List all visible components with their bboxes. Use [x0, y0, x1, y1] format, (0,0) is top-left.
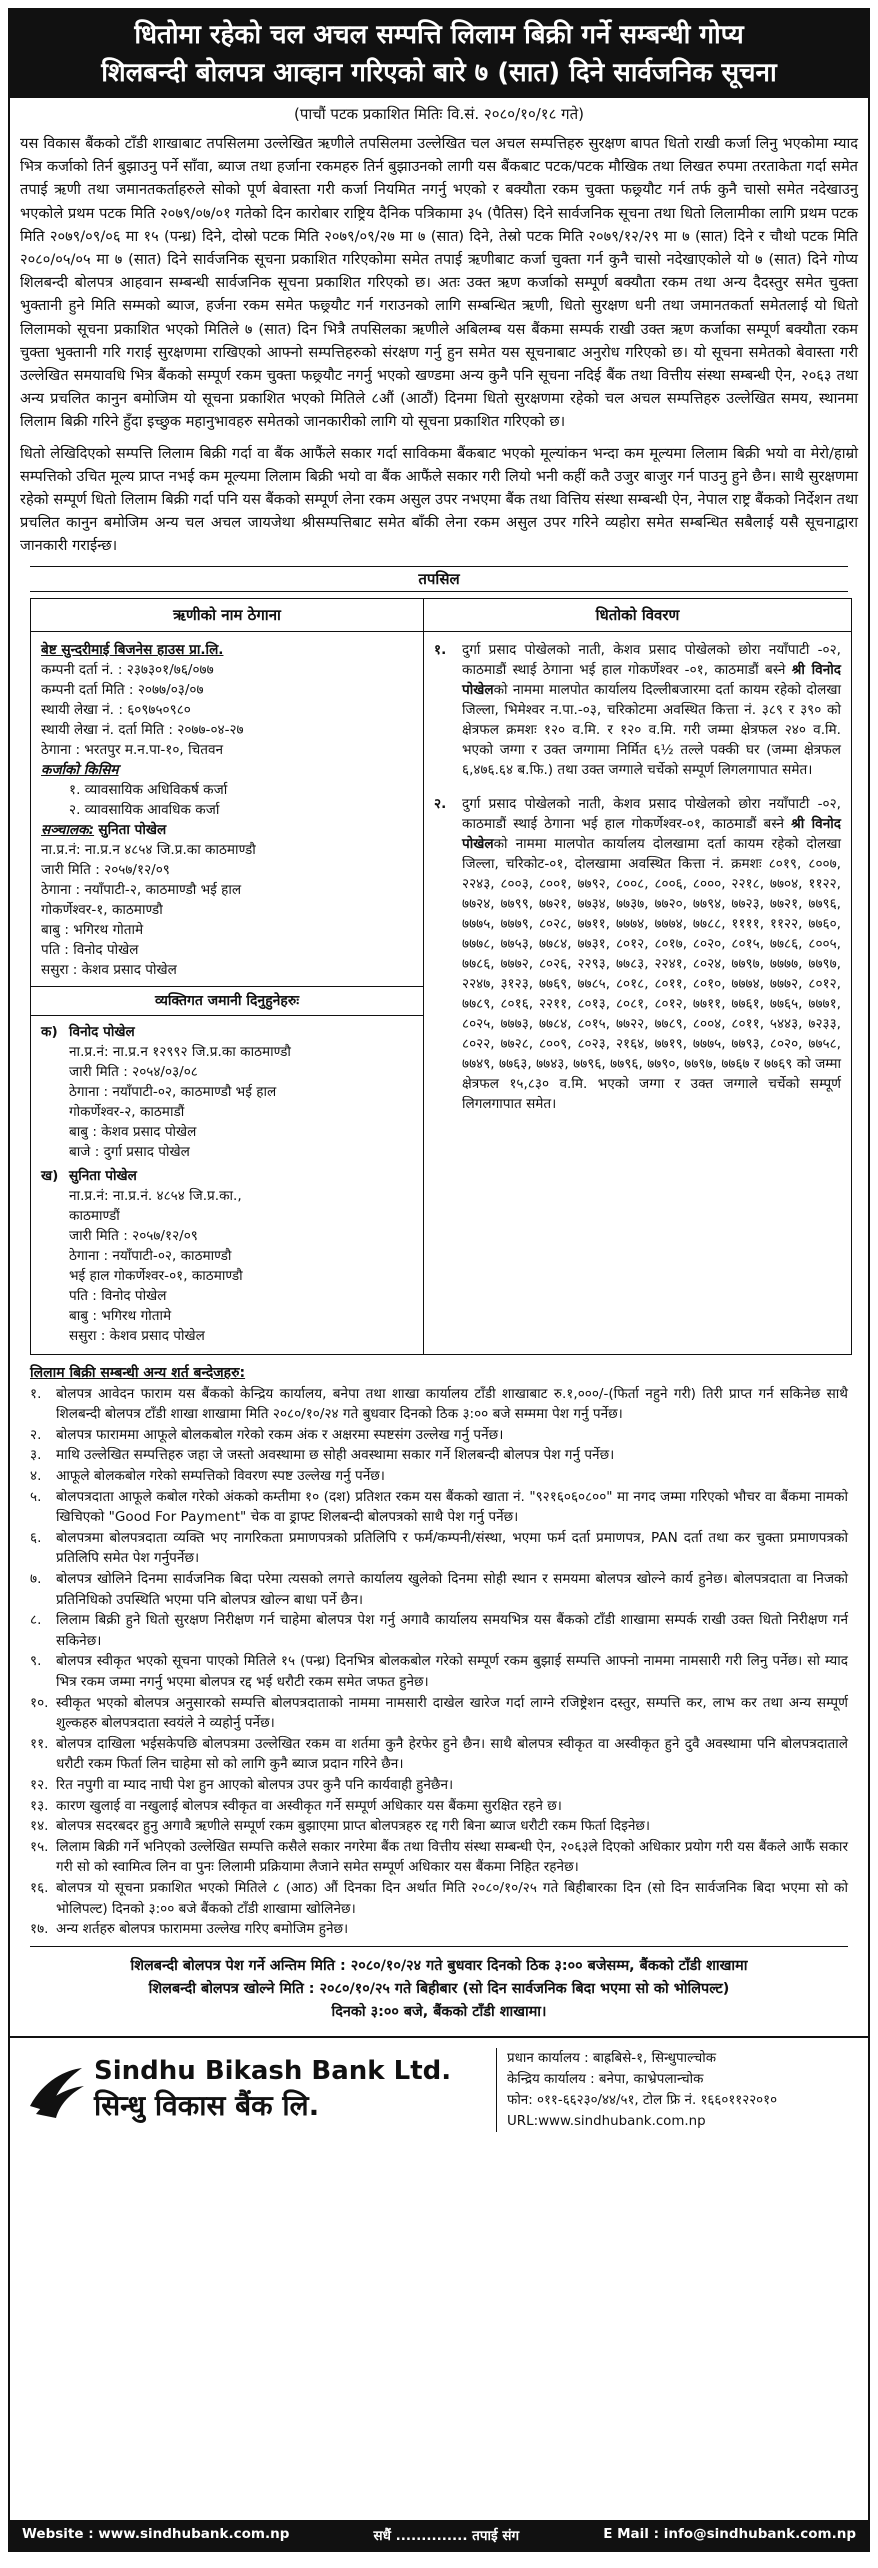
bottom-bar	[10, 2520, 868, 2550]
condition-item	[30, 1466, 848, 1487]
opening-time: दिनको ३:०० बजे, बैंकको टाँडी शाखामा।	[331, 2003, 547, 2020]
borrower-line: कम्पनी दर्ता मिति : २०७७/०३/०७	[41, 681, 204, 698]
guarantor-line: पति : विनोद पोखेल	[69, 1287, 167, 1304]
collateral-text: दुर्गा प्रसाद पोखेलको नाती, केशव प्रसाद पोखेलको छोरा नयाँपाटी -०२, काठमाडौं स्थाई ठेगाना भई हाल गोकर्णेश्वर -०१, काठमाडौं बस्ने	[462, 641, 841, 678]
guarantor-line: ससुरा : केशव प्रसाद पोखेल	[69, 1327, 205, 1344]
condition-number: ६.	[30, 1529, 42, 1546]
condition-number: १२.	[30, 1776, 49, 1793]
condition-item	[30, 1796, 848, 1817]
borrower-name: बेष्ट सुन्दरीमाई बिजनेस हाउस प्रा.लि.	[41, 641, 224, 658]
condition-item	[30, 1919, 848, 1940]
condition-number: ३.	[30, 1447, 42, 1464]
submission-deadline: शिलबन्दी बोलपत्र पेश गर्ने अन्तिम मिति : २०८०/१०/२४ गते बुधवार दिनको ठिक ३:०० बजेसम्म, बैंकको टाँडी शाखामा	[130, 1957, 748, 1974]
guarantor-name: सुनिता पोखेल	[69, 1167, 137, 1184]
website-link[interactable]: Website : www.sindhubank.com.np	[22, 2526, 290, 2542]
owner-name: श्री विनोद पोखेल	[462, 815, 842, 852]
guarantor-name: विनोद पोखेल	[69, 1023, 135, 1040]
condition-item	[30, 1734, 848, 1775]
collateral-item	[434, 640, 841, 780]
borrower-line: कम्पनी दर्ता नं. : २३७३०१/७६/०७७	[41, 661, 214, 678]
guarantor-line: ठेगाना : नयाँपाटी-०२, काठमाण्डौ भई हाल	[69, 1083, 277, 1100]
collateral-number: १.	[434, 641, 447, 658]
title-line-1: धितोमा रहेको चल अचल सम्पत्ति लिलाम बिक्री गर्ने सम्बन्धी गोप्य	[134, 20, 744, 50]
condition-text: बोलपत्रदाता आफूले कबोल गरेको अंकको कम्तीमा १० (दश) प्रतिशत रकम यस बैंकको खाता नं. "९२१६०६०८००" मा नगद जम्मा गरिएको भौचर वा बैंकमा नामको खिचिएको "Good For Payment" चेक वा ड्राफ्ट शिलबन्दी बोलपत्रको साथै पेश गर्नु पर्नेछ।	[56, 1488, 848, 1526]
director-heading	[41, 820, 413, 840]
condition-text: बोलपत्र दाखिला भईसकेपछि बोलपत्रमा उल्लेखित रकम वा शर्तमा कुनै हेरफेर हुने छैन। साथै बोलपत्र स्वीकृत वा अस्वीकृत हुने दुवै अवस्थामा पनि बोलपत्रदाताले धरौटी रकम फिर्ता लिन चाहेमा सो को लागि कुनै ब्याज प्रदान गरिने छैन।	[56, 1735, 848, 1773]
guarantor-line: ना.प्र.नं: ना.प्र.न १२९९२ जि.प्र.का काठमाण्डौ	[69, 1043, 291, 1060]
guarantor-key: ख)	[41, 1167, 59, 1184]
address-line: प्रधान कार्यालय : बाह्रबिसे-१, सिन्धुपाल्चोक	[507, 2050, 717, 2066]
collateral-text: दुर्गा प्रसाद पोखेलको नाती, केशव प्रसाद पोखेलको छोरा नयाँपाटी -०२, काठमाडौं स्थाई ठेगाना भई हाल गोकर्णेश्वर-०१, काठमाडौं बस्ने	[462, 795, 841, 832]
collateral-cell	[424, 631, 852, 1354]
condition-item	[30, 1775, 848, 1796]
guarantor-entry	[41, 1022, 413, 1162]
guarantor-line: बाबु : भगिरथ गोतामे	[69, 1307, 172, 1324]
director-line: जारी मिति : २०५७/१२/०९	[41, 861, 170, 878]
condition-item	[30, 1837, 848, 1878]
conditions-title: लिलाम बिक्री सम्बन्धी अन्य शर्त बन्देजहरु:	[30, 1364, 246, 1381]
director-name: सुनिता पोखेल	[98, 821, 167, 838]
condition-text: बोलपत्र खोलिने दिनमा सार्वजनिक बिदा परेमा त्यसको लगत्ते कार्यालय खुलेको दिनमा सोही स्थान र समयमा बोलपत्र खोल्ने कार्य हुनेछ। बोलपत्रदाता वा निजको प्रतिनिधिको उपस्थिति भएमा पनि बोलपत्र खोल्न बाधा पर्ने छैन।	[56, 1571, 848, 1608]
director-label: सञ्चालक:	[41, 821, 95, 838]
condition-text: अन्य शर्तहरु बोलपत्र फाराममा उल्लेख गरिए बमोजिम हुनेछ।	[56, 1921, 349, 1938]
bank-logo-icon	[26, 2060, 86, 2120]
loan-type: १. व्यावसायिक अधिविकर्ष कर्जा	[69, 781, 228, 798]
borrower-line: ठेगाना : भरतपुर म.न.पा-१०, चितवन	[41, 741, 224, 758]
condition-item	[30, 1610, 848, 1651]
conditions-list	[10, 1384, 868, 1940]
condition-number: १३.	[30, 1797, 49, 1814]
condition-text: स्वीकृत भएको बोलपत्र अनुसारको सम्पत्ति बोलपत्रदाताको नाममा नामसारी दाखेल खारेज गर्दा लाग्ने रजिष्ट्रेशन दस्तुर, सम्पत्ति कर, लाभ कर तथा अन्य सम्पूर्ण शुल्कहरु बोलपत्रदाता स्वयंले ने व्यहोर्नु पर्नेछ।	[56, 1694, 848, 1732]
collateral-number: २.	[434, 795, 447, 812]
borrower-line: स्थायी लेखा नं. दर्ता मिति : २०७७-०४-२७	[41, 721, 244, 738]
bank-name-nepali: सिन्धु विकास बैंक लि.	[94, 2088, 320, 2122]
notice-page	[8, 8, 870, 2552]
loan-type: २. व्यावसायिक आवधिक कर्जा	[69, 801, 220, 818]
condition-text: लिलाम बिक्री गर्ने भनिएको उल्लेखित सम्पत्ति कसैले सकार नगरेमा बैंक तथा वित्तीय संस्था सम्बन्धी ऐन, २०६३ले दिएको अधिकार प्रयोग गरी यस बैंकले आफैं सकार गरी सो को स्वामित्व लिन वा पुनः लिलामी प्रक्रियामा लैजाने समेत सम्पूर्ण अधिकार यस बैंकमा निहित रहनेछ।	[56, 1838, 848, 1876]
guarantor-line: बाबु : केशव प्रसाद पोखेल	[69, 1123, 197, 1140]
condition-text: बोलपत्र फाराममा आफूले बोलकबोल गरेको रकम अंक र अक्षरमा स्पष्टसंग उल्लेख गर्नु पर्नेछ।	[56, 1426, 504, 1443]
condition-number: ९.	[30, 1653, 42, 1670]
condition-item	[30, 1384, 848, 1425]
condition-text: बोलपत्र आवेदन फाराम यस बैंकको केन्द्रिय कार्यालय, बनेपा तथा शाखा कार्यालय टाँडी शाखाबाट रु.१,०००/-(फिर्ता नहुने गरी) तिरी प्राप्त गर्न सकिनेछ साथै शिलबन्दी बोलपत्र टाँडी शाखा शाखामा मिति २०८०/१०/२४ गते बुधवार दिनको ठिक ३:०० बजे सम्ममा पेश गर्नु पर्नेछ।	[56, 1385, 848, 1423]
director-line: ससुरा : केशव प्रसाद पोखेल	[41, 961, 177, 978]
condition-text: कारण खुलाई वा नखुलाई बोलपत्र स्वीकृत वा अस्वीकृत गर्ने सम्पूर्ण अधिकार यस बैंकमा सुरक्षित रहने छ।	[56, 1797, 562, 1814]
condition-item	[30, 1651, 848, 1692]
condition-text: रित नपुगी वा म्याद नाघी पेश हुन आएको बोलपत्र उपर कुनै पनि कार्यवाही हुनेछैन।	[56, 1776, 454, 1793]
guarantor-line: बाजे : दुर्गा प्रसाद पोखेल	[69, 1143, 190, 1160]
guarantor-line: ठेगाना : नयाँपाटी-०२, काठमाण्डौ	[69, 1247, 232, 1264]
condition-number: ५.	[30, 1488, 42, 1505]
condition-text: आफूले बोलकबोल गरेको सम्पत्तिको विवरण स्पष्ट उल्लेख गर्नु पर्नेछ।	[56, 1468, 385, 1485]
condition-item	[30, 1569, 848, 1610]
guarantors-header: व्यक्तिगत जमानी दिनुहुनेहरुः	[31, 986, 423, 1016]
publication-date: (पाचौं पटक प्रकाशित मितिः वि.सं. २०८०/१०/१८ गते)	[293, 105, 585, 123]
collateral-text: को नाममा मालपोत कार्यालय दिल्लीबजारमा दर्ता कायम रहेको दोलखा जिल्ला, भिमेश्वर न.पा.-०३, चरिकोटमा अवस्थित कित्ता नं. ३८९ र ३९० को क्षेत्रफल क्रमशः १२० व.मि. र १२० व.मि. गरी जम्मा क्षेत्रफल २४० व.मि. भएको जग्गा र उक्त जग्गामा निर्मित ६½ तल्ले पक्की घर (जम्मा क्षेत्रफल ६,४७६.६४ ब.फि.) तथा उक्त जग्गाले चर्चेको सम्पूर्ण लिगलगापात समेत।	[462, 681, 841, 778]
condition-number: १०.	[30, 1694, 49, 1711]
guarantor-line: भई हाल गोकर्णेश्वर-०१, काठमाण्डौ	[69, 1267, 243, 1284]
notice-paragraph-2: धितो लेखिदिएको सम्पत्ति लिलाम बिक्री गर्दा वा बैंक आफैंले सकार गर्दा साविकमा बैंकबाट भएको मूल्यांकन भन्दा कम मूल्यमा लिलाम बिक्री भयो वा मेरो/हाम्रो सम्पत्तिको उचित मूल्य प्राप्त नभई कम मूल्यमा लिलाम बिक्री भयो वा बैंक आफैंले सकार गरी लियो भनी कहीं कतै उजुर बाजुर गर्न पाउनु हुने छैन। साथै सुरक्षणमा रहेको सम्पूर्ण धितो लिलाम बिक्री गर्दा पनि यस बैंकको सम्पूर्ण लेना रकम असुल उपर नभएमा बैंक तथा वित्तिय संस्था सम्बन्धी ऐन, नेपाल राष्ट्र बैंकको निर्देशन तथा प्रचलित कानुन बमोजिम अन्य चल अचल जायजेथा श्रीसम्पत्तिबाट समेत बाँकी लेना रकम असुल उपर गरिने व्यहोरा समेत सम्बन्धित सबैलाई यसै सूचनाद्वारा जानकारी गराईन्छ।	[20, 444, 859, 555]
condition-number: २.	[30, 1426, 42, 1443]
condition-number: १७.	[30, 1921, 49, 1938]
condition-number: ११.	[30, 1735, 49, 1752]
director-line: ना.प्र.नं: ना.प्र.न ४८५४ जि.प्र.का काठमाण्डौ	[41, 841, 256, 858]
guarantor-line: काठमाण्डौं	[69, 1207, 120, 1224]
loan-types-title: कर्जाको किसिम	[41, 761, 119, 778]
borrower-line: स्थायी लेखा नं. : ६०९७५०९८०	[41, 701, 191, 718]
notice-paragraph-1: यस विकास बैंकको टाँडी शाखाबाट तपसिलमा उल्लेखित ऋणीले तपसिलमा उल्लेखित चल अचल सम्पत्तिहरु सुरक्षण बापत धितो राखी कर्जा लिनु भएकोमा म्याद भित्र कर्जाको तिर्न बुझाउनु पर्ने साँवा, ब्याज तथा हर्जाना रकमहरु तिर्न बुझाउनको लागी यस बैंकबाट पटक/पटक मौखिक तथा लिखत रुपमा तरताकेता गर्दा समेत तपाई ऋणी तथा जमानतकर्ताहरुले सोको पूर्ण बेवास्ता गरी कर्जा नियमित नगर्नु भएको र बक्यौता रकम चुक्ता फछ्र्यौट गर्न तर्फ कुनै चासो समेत नदेखाउनु भएकोले प्रथम पटक मिति २०७९/०७/०१ गतेको दिन कारोबार राष्ट्रिय दैनिक पत्रिकामा ३५ (पैतिस) दिने सार्वजनिक सूचना तथा धितो लिलामीका लागि प्रथम पटक मिति २०७९/०९/०६ मा १५ (पन्ध्र) दिने, दोस्रो पटक मिति २०७९/०९/२७ मा ७ (सात) दिने, तेस्रो पटक मिति २०७९/१२/२९ मा ७ (सात) दिने र चौथो पटक मिति २०८०/०५/०५ मा ७ (सात) दिने सार्वजनिक सूचना प्रकाशित गरिएकोमा समेत तपाई ऋणीबाट कर्जा चुक्ता गर्न कुनै चासो नदेखाएकोले यो ७ (सात) दिने गोप्य शिलबन्दी बोलपत्र आहवान सम्बन्धी सार्वजनिक सूचना प्रकाशित गरिएको छ। अतः उक्त ऋण कर्जाको सम्पूर्ण बक्यौता रकम तथा अन्य दैदस्तुर समेत चुक्ता भुक्तानी हुने मिति सम्मको ब्याज, हर्जना रकम समेत फछ्र्यौट गर्न गराउनको लागि सम्बन्धित ऋणी, धितो सुरक्षण धनी तथा जमानतकर्ता समेतलाई यो धितो लिलामको सूचना प्रकाशित भएको मितिले ७ (सात) दिन भित्रै तपसिलका ऋणीले अबिलम्ब यस बैंकमा सम्पर्क राखी उक्त ऋण कर्जाका सम्पूर्ण बक्यौता रकम चुक्ता भुक्तानी गरि गराई सुरक्षणमा राखिएको आफ्नो सम्पत्तिहरुको संरक्षण गर्नु हुन समेत यस सूचनाबाट अनुरोध गरिएको छ। यो सूचना समेतको बेवास्ता गरी उल्लेखित समयावधि भित्र बैंकको सम्पूर्ण रकम चुक्ता फछ्र्यौट नगर्नु भएको खण्डमा अन्य कुनै पनि सूचना नदिई बैंक तथा वित्तीय संस्था सम्बन्धी ऐन, २०६३ तथा अन्य प्रचलित कानुन बमोजिम यो सूचना प्रकाशित भएको मितिले ८औं (आठौं) दिनमा धितो सुरक्षणमा रहेको चल अचल सम्पत्तिहरु उल्लेखित समय, स्थानमा लिलाम बिक्री गरिने हुँदा इच्छुक महानुभावहरु समेतको जानकारीको लागि यो सूचना प्रकाशित गरिएको छ।	[20, 135, 858, 431]
director-line: बाबु : भगिरथ गोतामे	[41, 921, 144, 938]
final-dates	[30, 1946, 848, 2030]
condition-item	[30, 1425, 848, 1446]
condition-item	[30, 1445, 848, 1466]
condition-item	[30, 1816, 848, 1837]
owner-name: श्री विनोद पोखेल	[462, 661, 841, 698]
condition-number: ४.	[30, 1468, 42, 1485]
address-line: केन्द्रिय कार्यालय : बनेपा, काभ्रेपलान्चोक	[507, 2071, 704, 2087]
guarantor-entry	[41, 1166, 413, 1346]
address-line: फोन: ०११-६६२३०/४४/५१, टोल फ्रि नं. १६६०११२२०१०	[507, 2092, 778, 2108]
bank-address	[496, 2048, 777, 2132]
condition-item	[30, 1878, 848, 1919]
guarantor-key: क)	[41, 1023, 58, 1040]
condition-number: १.	[30, 1385, 42, 1402]
director-line: गोकर्णेश्वर-१, काठमाण्डौ	[41, 901, 163, 918]
director-line: पति : विनोद पोखेल	[41, 941, 139, 958]
condition-text: बोलपत्र स्वीकृत भएको सूचना पाएको मितिले १५ (पन्ध्र) दिनभित्र बोलकबोल गरेको सम्पूर्ण रकम बुझाई सम्पत्ति आफ्नो नाममा नामसारी गरी लिनु पर्नेछ। सो म्याद भित्र रकम जम्मा नगर्नु भएमा बोलपत्र रद्द भई धरौटी रकम समेत जफत हुनेछ।	[56, 1653, 848, 1690]
guarantor-line: गोकर्णेश्वर-२, काठमाडौं	[69, 1103, 185, 1120]
condition-number: १५.	[30, 1838, 49, 1855]
opening-date: शिलबन्दी बोलपत्र खोल्ने मिति : २०८०/१०/२५ गते बिहीबार (सो दिन सार्वजनिक बिदा भएमा सो को भोलिपल्ट)	[148, 1980, 730, 1997]
borrower-column-header: ऋणीको नाम ठेगाना	[31, 598, 424, 631]
title-line-2: शिलबन्दी बोलपत्र आव्हान गरिएको बारे ७ (सात) दिने सार्वजनिक सूचना	[101, 58, 777, 88]
borrower-cell	[31, 631, 424, 1354]
guarantor-line: ना.प्र.नं: ना.प्र.नं. ४८५४ जि.प्र.का.,	[69, 1187, 242, 1204]
collateral-column-header: धितोको विवरण	[424, 598, 852, 631]
condition-text: लिलाम बिक्री हुने धितो सुरक्षण निरीक्षण गर्न चाहेमा बोलपत्र पेश गर्नु अगावै कार्यालय समयभित्र यस बैंकको टाँडी शाखामा सम्पर्क राखी उक्त धितो निरीक्षण गर्न सकिनेछ।	[56, 1612, 848, 1649]
schedule-heading: तपसिल	[30, 566, 848, 592]
condition-item	[30, 1693, 848, 1734]
guarantor-line: जारी मिति : २०५४/०३/०८	[69, 1063, 198, 1080]
condition-text: बोलपत्रमा बोलपत्रदाता व्यक्ति भए नागरिकता प्रमाणपत्रको प्रतिलिपि र फर्म/कम्पनी/संस्था, भएमा फर्म दर्ता प्रमाणपत्र, PAN दर्ता तथा कर चुक्ता प्रमाणपत्रको प्रतिलिपि समेत पेश गर्नुपर्नेछ।	[56, 1529, 848, 1567]
bank-footer	[10, 2036, 868, 2142]
condition-item	[30, 1487, 848, 1528]
collateral-item	[434, 794, 841, 1114]
condition-text: बोलपत्र यो सूचना प्रकाशित भएको मितिले ८ (आठ) औं दिनका दिन अर्थात मिति २०८०/१०/२५ गते बिहीबारका दिन (सो दिन सार्वजनिक बिदा भएमा सो को भोलिपल्ट) दिनको ३:०० बजे बैंकको टाँडी शाखामा खोलिनेछ।	[56, 1879, 848, 1917]
collateral-text: को नाममा मालपोत कार्यालय दोलखामा दर्ता कायम रहेको दोलखा जिल्ला, चरिकोट-०१, दोलखामा अवस्थित कित्ता नं. क्रमशः ८०१९, ८००७, २२४३, ८००३, ८००१, ७७९२, ८००८, ८००६, ८०००, २२१८, ७७०४, ११२२, ७७२४, ७७९९, ७७२१, ७७३४, ७७३७, ७७२०, ७७९४, ७७२३, ७७२१, ७७९६, ७७७५, ७७७९, ८०२८, ७७११, ७७७४, ७७७४, ७७८८, ११११, ११२२, ७७६०, ७७७८, ७७५३, ७७८४, ७७३१, ८०१२, ८०१७, ८०२०, ८०१५, ७७८६, ८००५, ७७८६, ७७७२, ८०२६, २२९३, ७७८३, २२४१, ८०२४, ७७९७, ७७७७, ७७९७, २२४७, ३१२३, ७७६९, ७७८५, ८०१८, ८०११, ८०१०, ७७७४, ७७७२, ८०१२, ७७८९, ८०१६, २२११, ८०१३, ८०८१, ८०१२, ७७११, ७७६१, ७७६५, ७७७१, ८०२५, ७७७३, ७७८४, ८०१५, ७७२२, ७७८९, ८००४, ८०११, ५४४३, ७२३३, ८०२२, ७७२८, ८००९, ८०२३, २१६४, ७७१९, ७७७५, ७७९३, ८०२०, ७७५८, ७७४९, ७७६३, ७७४३, ७७९६, ७७९६, ७७९०, ७७९७, ७७६७ र ७७६९ को जम्मा क्षेत्रफल १५,८३० व.मि. भएको जग्गा र उक्त जग्गाले चर्चेको सम्पूर्ण लिगलगापात समेत।	[462, 835, 841, 1112]
director-line: ठेगाना : नयाँपाटी-२, काठमाण्डौ भई हाल	[41, 881, 242, 898]
guarantor-line: जारी मिति : २०५७/१२/०९	[69, 1227, 198, 1244]
condition-number: ७.	[30, 1571, 42, 1587]
bank-url[interactable]: URL:www.sindhubank.com.np	[507, 2113, 706, 2129]
schedule-table	[30, 598, 852, 1355]
condition-number: १६.	[30, 1879, 49, 1896]
email-link[interactable]: E Mail : info@sindhubank.com.np	[603, 2526, 856, 2542]
condition-text: माथि उल्लेखित सम्पत्तिहरु जहा जे जस्तो अवस्थामा छ सोही अवस्थामा सकार गर्ने शिलबन्दी बोलपत्र पेश गर्नु पर्नेछ।	[56, 1447, 615, 1464]
bank-logo	[26, 2056, 496, 2124]
condition-item	[30, 1528, 848, 1569]
bank-name-english: Sindhu Bikash Bank Ltd.	[94, 2055, 452, 2086]
slogan: सधैं .............. तपाई संग	[373, 2528, 520, 2544]
condition-text: बोलपत्र सदरबदर हुनु अगावै ऋणीले सम्पूर्ण रकम बुझाएमा प्राप्त बोलपत्रहरु रद्द गरी बिना ब्याज धरौटी रकम फिर्ता दिइनेछ।	[56, 1818, 651, 1835]
condition-number: १४.	[30, 1818, 49, 1835]
condition-number: ८.	[30, 1612, 42, 1629]
notice-title	[10, 10, 868, 98]
